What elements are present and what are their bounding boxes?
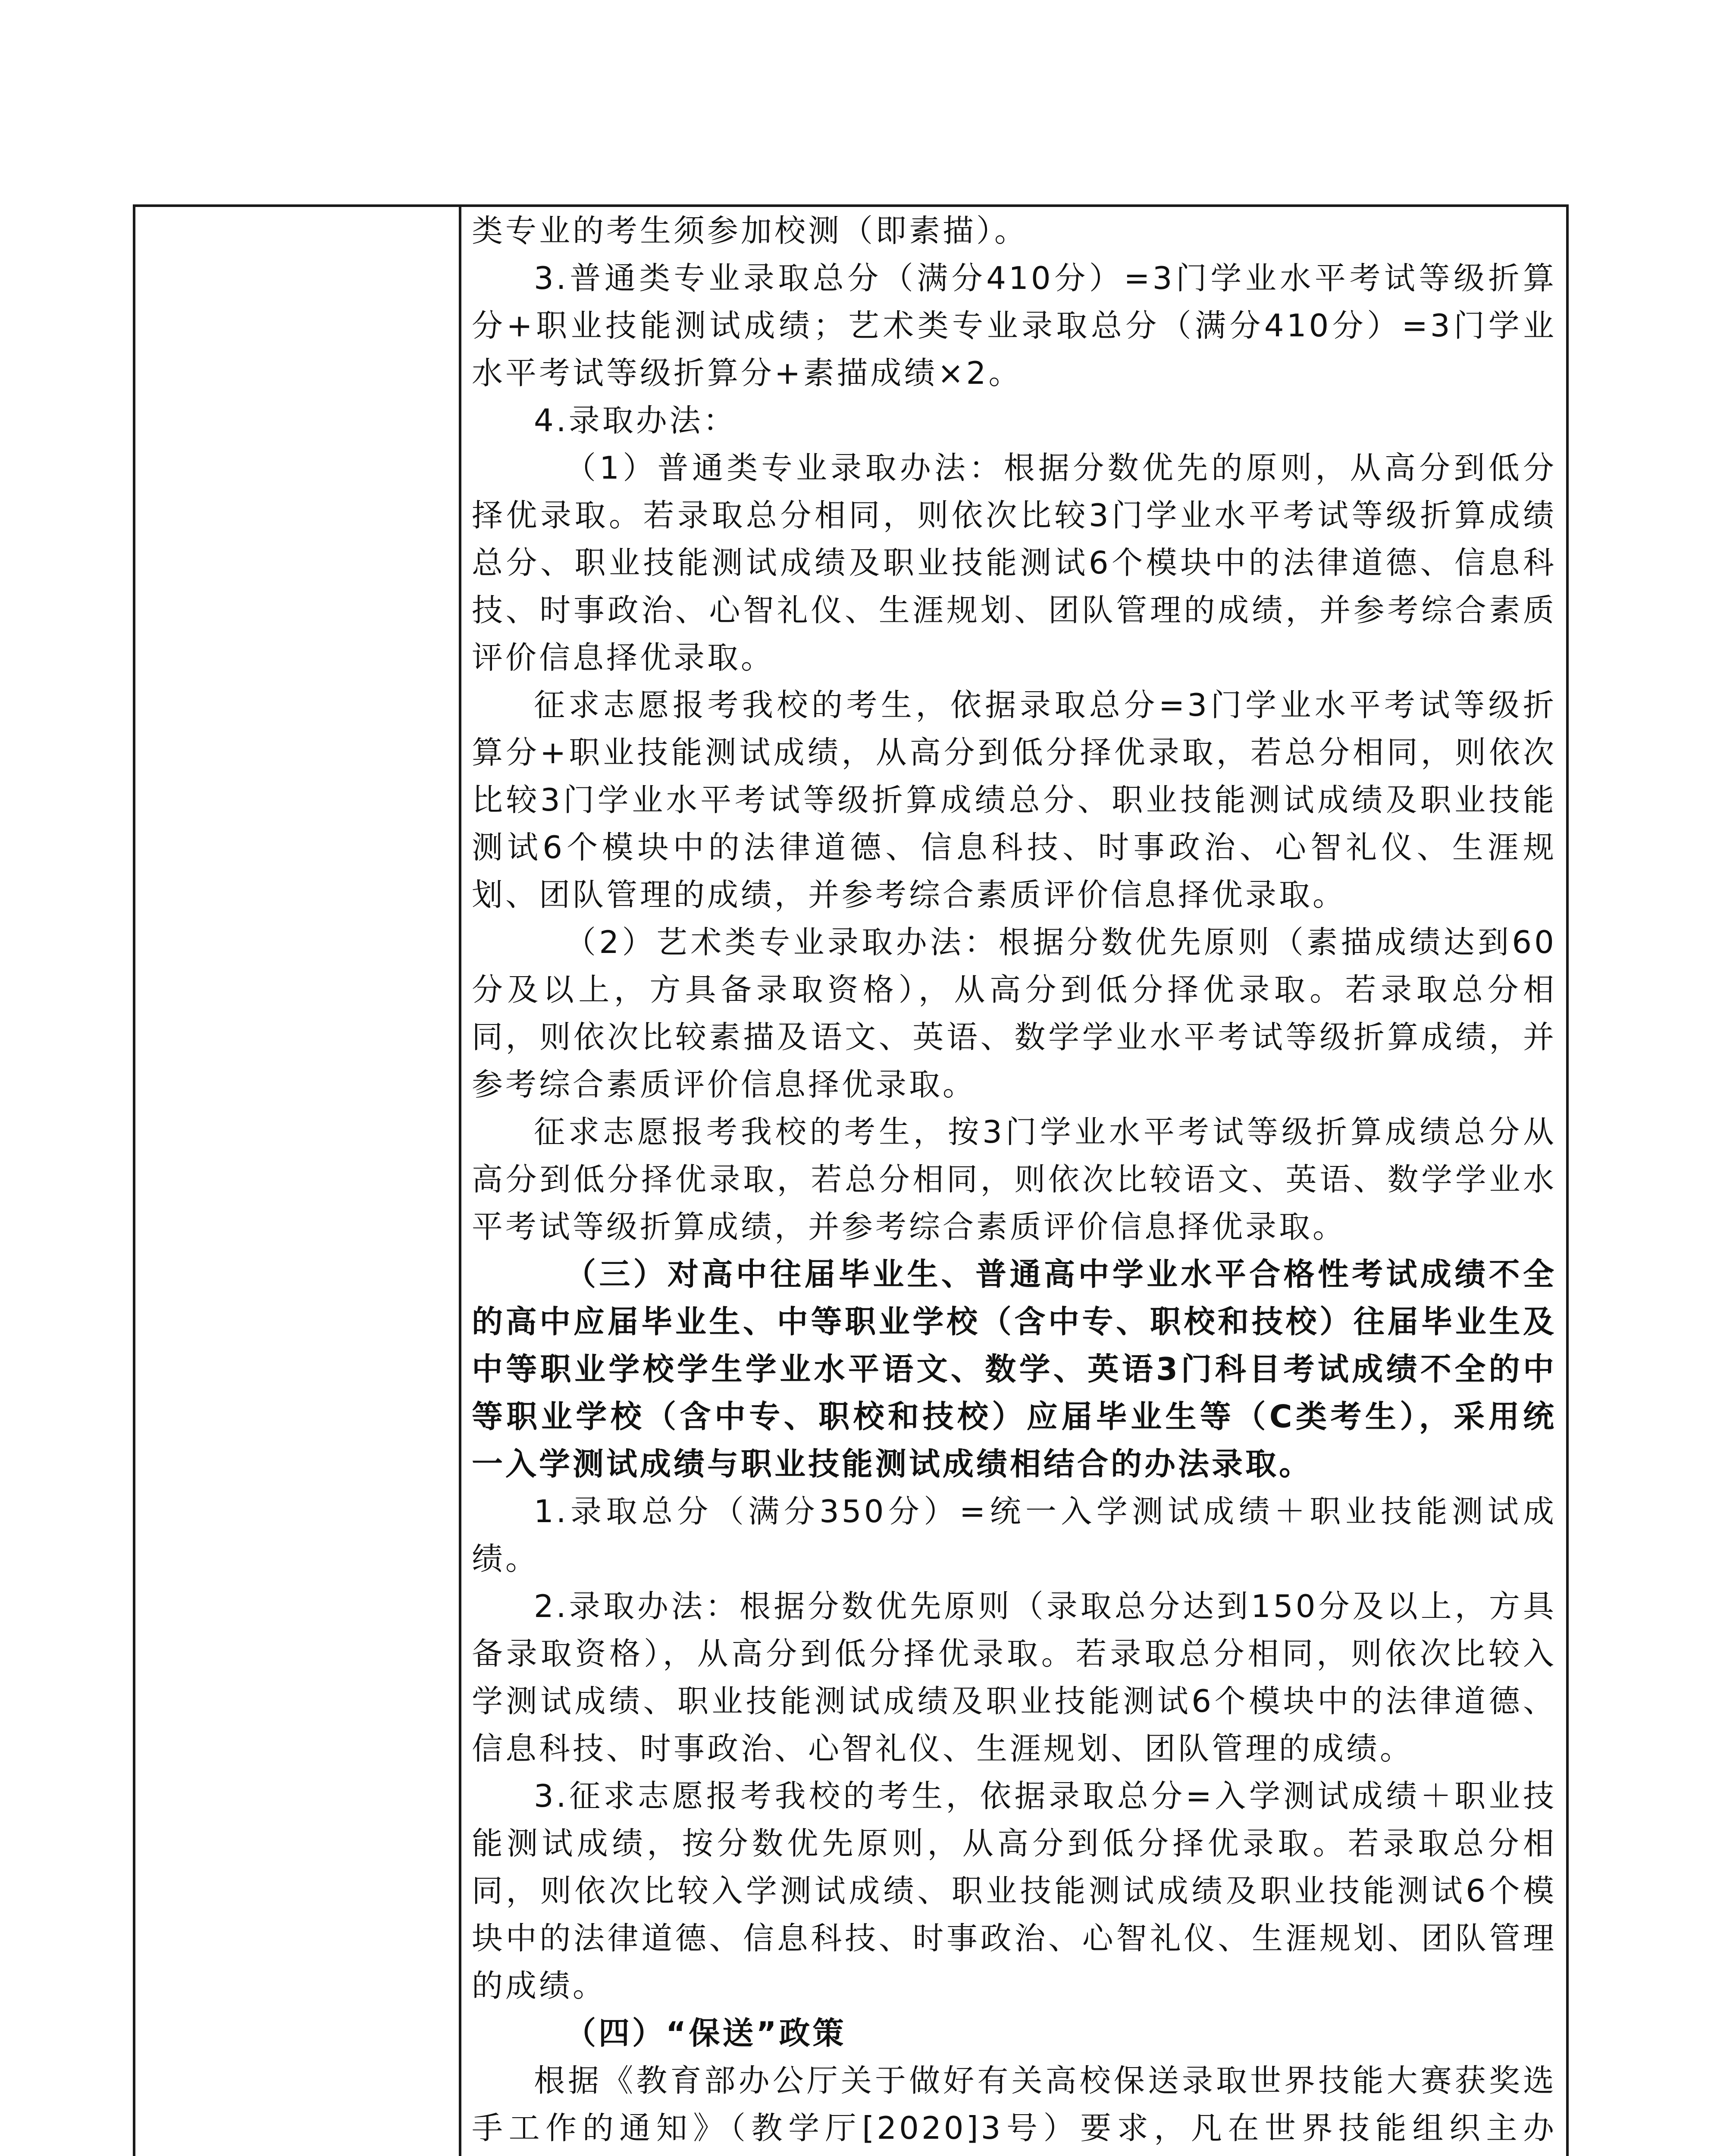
document-table <box>133 204 1569 2156</box>
paragraph-c-solicitation: 3.征求志愿报考我校的考生，依据录取总分=入学测试成绩＋职业技能测试成绩，按分数优先原则，从高分到低分择优录取。若录取总分相同，则依次比较入学测试成绩、职业技能测试成绩及职业技能测试6个模块中的法律道德、信息科技、时事政治、心智礼仪、生涯规划、团队管理的成绩。 <box>472 1778 1557 2004</box>
section-heading-recommendation-policy: （四）“保送”政策 <box>565 2015 846 2051</box>
table-right-cell <box>461 207 1566 2156</box>
section-heading-c-candidates: （三）对高中往届毕业生、普通高中学业水平合格性考试成绩不全的高中应届毕业生、中等职业学校（含中专、职校和技校）往届毕业生及中等职业学校学生学业水平语文、数学、英语3门科目考试成绩不全的中等职业学校（含中专、职校和技校）应届毕业生等（C类考生），采用统一入学测试成绩与职业技能测试成绩相结合的办法录取。 <box>472 1256 1557 1482</box>
document-body <box>472 207 1557 2156</box>
paragraph-continuation: 类专业的考生须参加校测（即素描）。 <box>472 213 1028 249</box>
table-left-cell <box>135 207 461 2156</box>
paragraph-c-admission-method: 2.录取办法：根据分数优先原则（录取总分达到150分及以上，方具备录取资格），从高分到低分择优录取。若录取总分相同，则依次比较入学测试成绩、职业技能测试成绩及职业技能测试6个模块中的法律道德、信息科技、时事政治、心智礼仪、生涯规划、团队管理的成绩。 <box>472 1588 1557 1767</box>
paragraph-art-admission: （2）艺术类专业录取办法：根据分数优先原则（素描成绩达到60分及以上，方具备录取资格），从高分到低分择优录取。若录取总分相同，则依次比较素描及语文、英语、数学学业水平考试等级折算成绩，并参考综合素质评价信息择优录取。 <box>472 924 1557 1103</box>
paragraph-recommendation-policy: 根据《教育部办公厅关于做好有关高校保送录取世界技能大赛获奖选手工作的通知》（教学厅[2020]3号）要求，凡在世界技能组织主办 <box>472 2062 1557 2146</box>
paragraph-art-solicitation: 征求志愿报考我校的考生，按3门学业水平考试等级折算成绩总分从高分到低分择优录取，若总分相同，则依次比较语文、英语、数学学业水平考试等级折算成绩，并参考综合素质评价信息择优录取。 <box>472 1114 1557 1245</box>
paragraph-admission-method-heading: 4.录取办法： <box>534 402 737 439</box>
paragraph-total-score-rule: 3.普通类专业录取总分（满分410分）=3门学业水平考试等级折算分+职业技能测试成绩；艺术类专业录取总分（满分410分）=3门学业水平考试等级折算分+素描成绩×2。 <box>472 260 1557 391</box>
paragraph-general-solicitation: 征求志愿报考我校的考生，依据录取总分=3门学业水平考试等级折算分+职业技能测试成绩，从高分到低分择优录取，若总分相同，则依次比较3门学业水平考试等级折算成绩总分、职业技能测试成绩及职业技能测试6个模块中的法律道德、信息科技、时事政治、心智礼仪、生涯规划、团队管理的成绩，并参考综合素质评价信息择优录取。 <box>472 687 1557 913</box>
paragraph-c-total-score: 1.录取总分（满分350分）=统一入学测试成绩＋职业技能测试成绩。 <box>472 1493 1557 1577</box>
paragraph-general-admission: （1）普通类专业录取办法：根据分数优先的原则，从高分到低分择优录取。若录取总分相同，则依次比较3门学业水平考试等级折算成绩总分、职业技能测试成绩及职业技能测试6个模块中的法律道德、信息科技、时事政治、心智礼仪、生涯规划、团队管理的成绩，并参考综合素质评价信息择优录取。 <box>472 450 1557 676</box>
